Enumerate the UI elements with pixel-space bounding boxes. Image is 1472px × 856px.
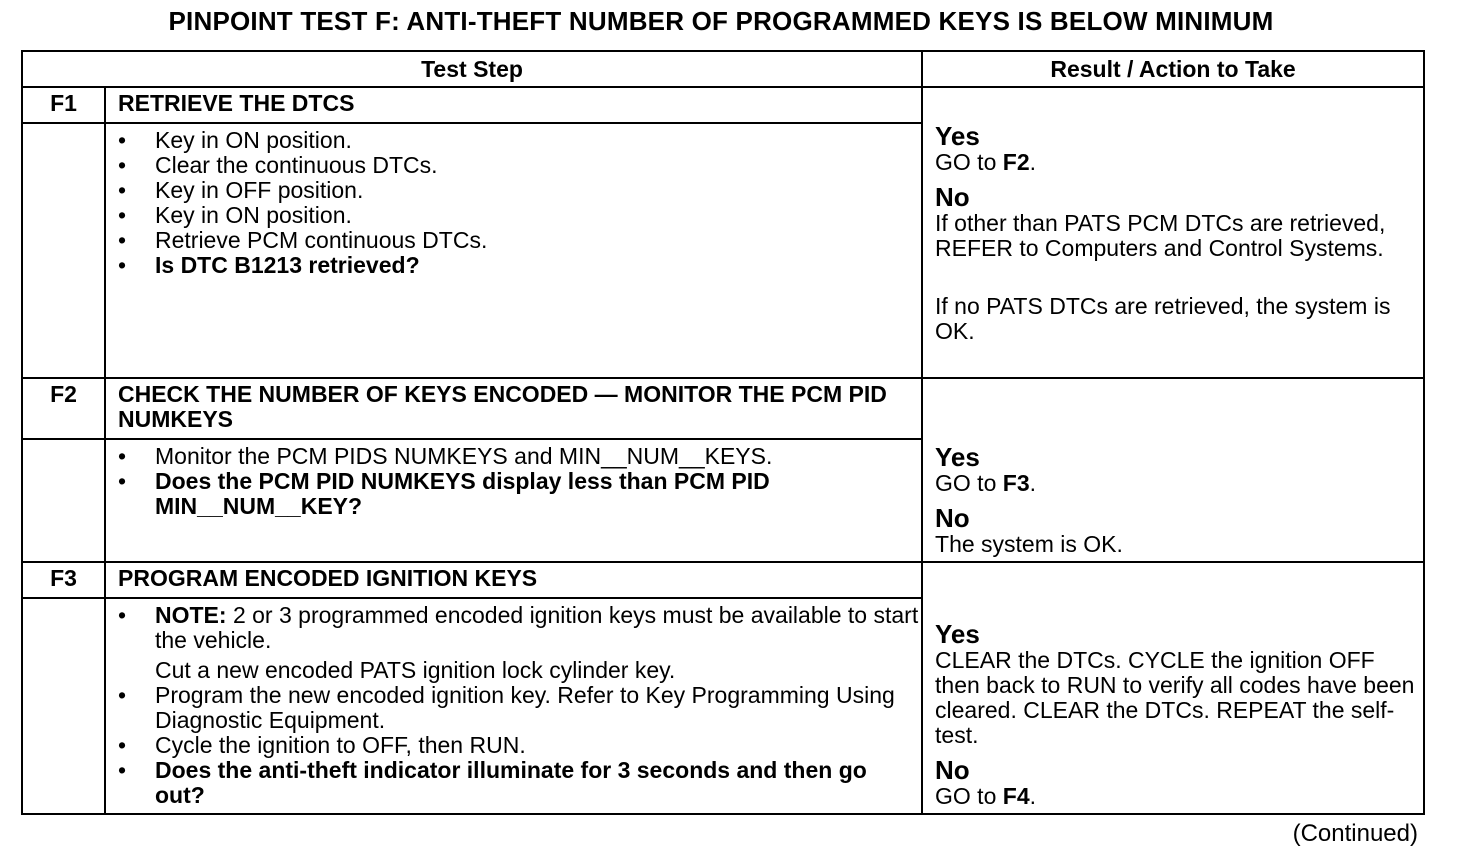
- step-id: F1: [22, 87, 105, 123]
- list-item: • Clear the continuous DTCs.: [118, 152, 438, 178]
- yes-label: Yes: [935, 120, 980, 151]
- step-instructions: [105, 598, 922, 814]
- list-item: • Does the anti-theft indicator illuminate for 3 seconds and then go out?: [118, 757, 867, 808]
- list-item: • Key in ON position.: [118, 127, 352, 153]
- yes-text: CLEAR the DTCs. CYCLE the ignition OFF then back to RUN to verify all codes have been cleared. CLEAR the DTCs. REPEAT the self-test.: [935, 647, 1415, 748]
- step-header-row: [22, 87, 1424, 123]
- no-text: If other than PATS PCM DTCs are retrieved, REFER to Computers and Control Systems.: [935, 209, 1386, 261]
- step-name: PROGRAM ENCODED IGNITION KEYS: [105, 562, 922, 598]
- step-id-blank: [22, 123, 105, 378]
- list-item: • Is DTC B1213 retrieved?: [118, 252, 420, 278]
- yes-text: GO to F2.: [935, 148, 1036, 175]
- pinpoint-test-table: [21, 50, 1425, 815]
- yes-text: GO to F3.: [935, 470, 1036, 496]
- list-item: • Does the PCM PID NUMKEYS display less than PCM PID MIN__NUM__KEY?: [118, 468, 770, 519]
- note-item: • NOTE: 2 or 3 programmed encoded ignition keys must be available to start the vehicle.: [118, 602, 919, 653]
- result-header: Result / Action to Take: [922, 51, 1424, 87]
- no-text: GO to F4.: [935, 783, 1036, 809]
- list-item: • Key in ON position.: [118, 202, 352, 228]
- result-cell: [922, 87, 1424, 378]
- test-step-header: Test Step: [22, 51, 922, 87]
- list-item: • Monitor the PCM PIDS NUMKEYS and MIN__NUM__KEYS.: [118, 443, 773, 469]
- list-item: • Key in OFF position.: [118, 177, 364, 203]
- result-cell: [922, 378, 1424, 562]
- no-text: If no PATS DTCs are retrieved, the system is OK.: [935, 292, 1391, 344]
- list-item: • Program the new encoded ignition key. Refer to Key Programming Using Diagnostic Equipment.: [118, 682, 895, 733]
- yes-label: Yes: [935, 619, 980, 649]
- list-item: Cut a new encoded PATS ignition lock cylinder key.: [155, 657, 676, 683]
- step-instructions: [105, 439, 922, 562]
- step-name: RETRIEVE THE DTCS: [105, 87, 922, 123]
- step-instructions: [105, 123, 922, 378]
- step-name: CHECK THE NUMBER OF KEYS ENCODED — MONITOR THE PCM PID NUMKEYS: [105, 378, 922, 439]
- continued-label: (Continued): [1292, 820, 1418, 847]
- list-item: • Retrieve PCM continuous DTCs.: [118, 227, 488, 253]
- header-row: [22, 51, 1424, 87]
- step-id-blank: [22, 598, 105, 814]
- no-label: No: [935, 503, 970, 533]
- page-title: PINPOINT TEST F: ANTI-THEFT NUMBER OF PROGRAMMED KEYS IS BELOW MINIMUM: [168, 6, 1274, 36]
- no-label: No: [935, 181, 970, 212]
- step-header-row: [22, 562, 1424, 598]
- step-header-row: [22, 378, 1424, 439]
- step-id: F3: [22, 562, 105, 598]
- yes-label: Yes: [935, 442, 980, 472]
- step-id-blank: [22, 439, 105, 562]
- no-text: The system is OK.: [935, 531, 1123, 557]
- list-item: • Cycle the ignition to OFF, then RUN.: [118, 732, 526, 758]
- no-label: No: [935, 755, 970, 785]
- result-cell: [922, 562, 1424, 814]
- step-id: F2: [22, 378, 105, 439]
